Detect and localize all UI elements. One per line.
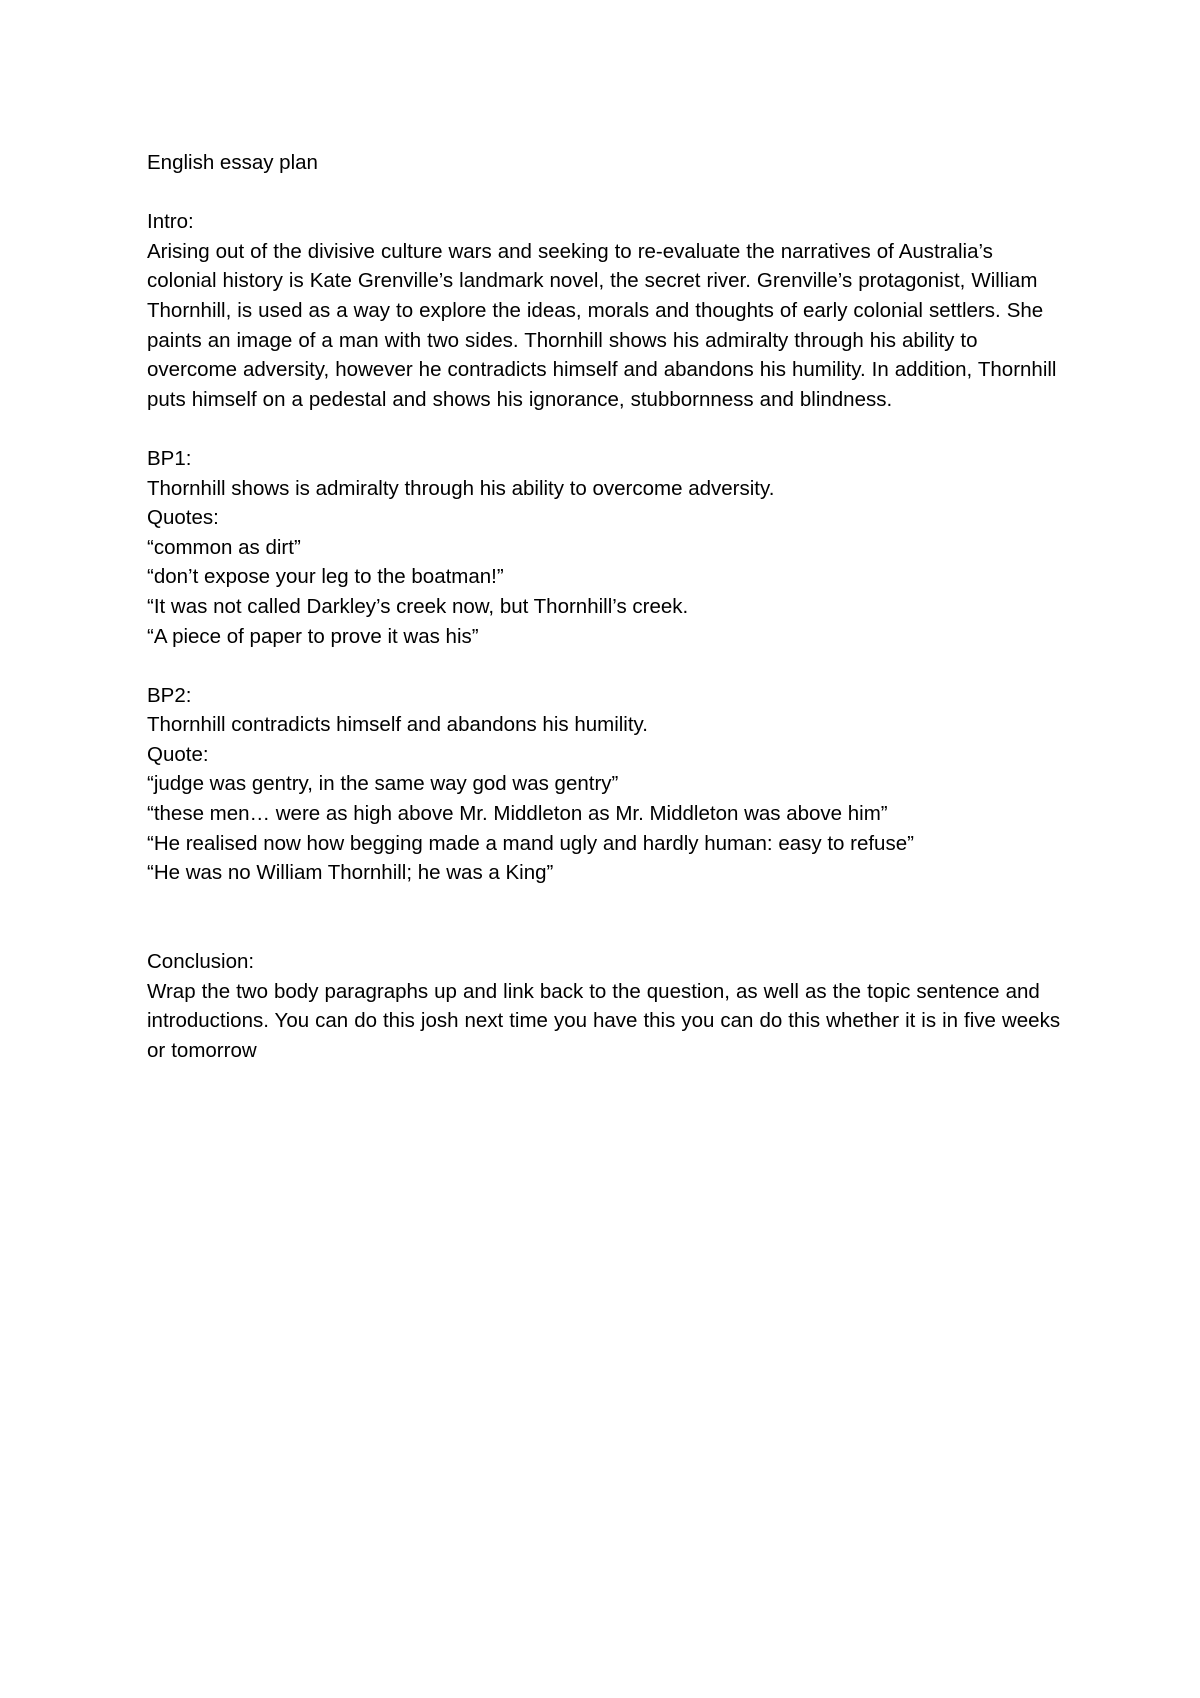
bp2-quotes-label: Quote:: [147, 742, 209, 766]
intro-heading: Intro:: [147, 210, 194, 234]
bp1-topic-sentence: Thornhill shows is admiralty through his ability to overcome adversity.: [147, 476, 775, 500]
spacer: [147, 651, 1067, 681]
bp1-quote: “A piece of paper to prove it was his”: [147, 624, 479, 648]
conclusion-heading: Conclusion:: [147, 950, 255, 974]
bp1-heading: BP1:: [147, 446, 192, 470]
bp2-quote: “these men… were as high above Mr. Middleton as Mr. Middleton was above him”: [147, 802, 888, 826]
bp1-quote: “It was not called Darkley’s creek now, but Thornhill’s creek.: [147, 594, 689, 618]
bp1-quote: “don’t expose your leg to the boatman!”: [147, 565, 504, 589]
document-title: English essay plan: [147, 151, 318, 174]
bp2-quote: “He was no William Thornhill; he was a King”: [147, 861, 554, 885]
bp1-quotes-label: Quotes:: [147, 506, 219, 530]
spacer: [147, 178, 1067, 208]
bp2-quote: “judge was gentry, in the same way god was gentry”: [147, 772, 619, 796]
bp1-quote: “common as dirt”: [147, 535, 301, 559]
spacer: [147, 414, 1067, 444]
bp2-heading: BP2:: [147, 683, 192, 707]
document-body: [147, 148, 1067, 1065]
spacer: [147, 888, 1067, 947]
intro-paragraph: Arising out of the divisive culture wars and seeking to re-evaluate the narratives of Australia’s colonial history is Kate Grenville’s landmark novel, the secret river. Grenville’s protagonist, William Thornhill, is used as a way to explore the ideas, morals and thoughts of early colonial settlers. She paints an image of a man with two sides. Thornhill shows his admiralty through his ability to overcome adversity, however he contradicts himself and abandons his humility. In addition, Thornhill puts himself on a pedestal and shows his ignorance, stubbornness and blindness.: [147, 239, 1057, 411]
bp2-quote: “He realised now how begging made a mand ugly and hardly human: easy to refuse”: [147, 831, 914, 855]
bp2-topic-sentence: Thornhill contradicts himself and abandons his humility.: [147, 713, 648, 737]
conclusion-paragraph: Wrap the two body paragraphs up and link back to the question, as well as the topic sentence and introductions. You can do this josh next time you have this you can do this whether it is in five weeks or tomorrow: [147, 979, 1061, 1062]
